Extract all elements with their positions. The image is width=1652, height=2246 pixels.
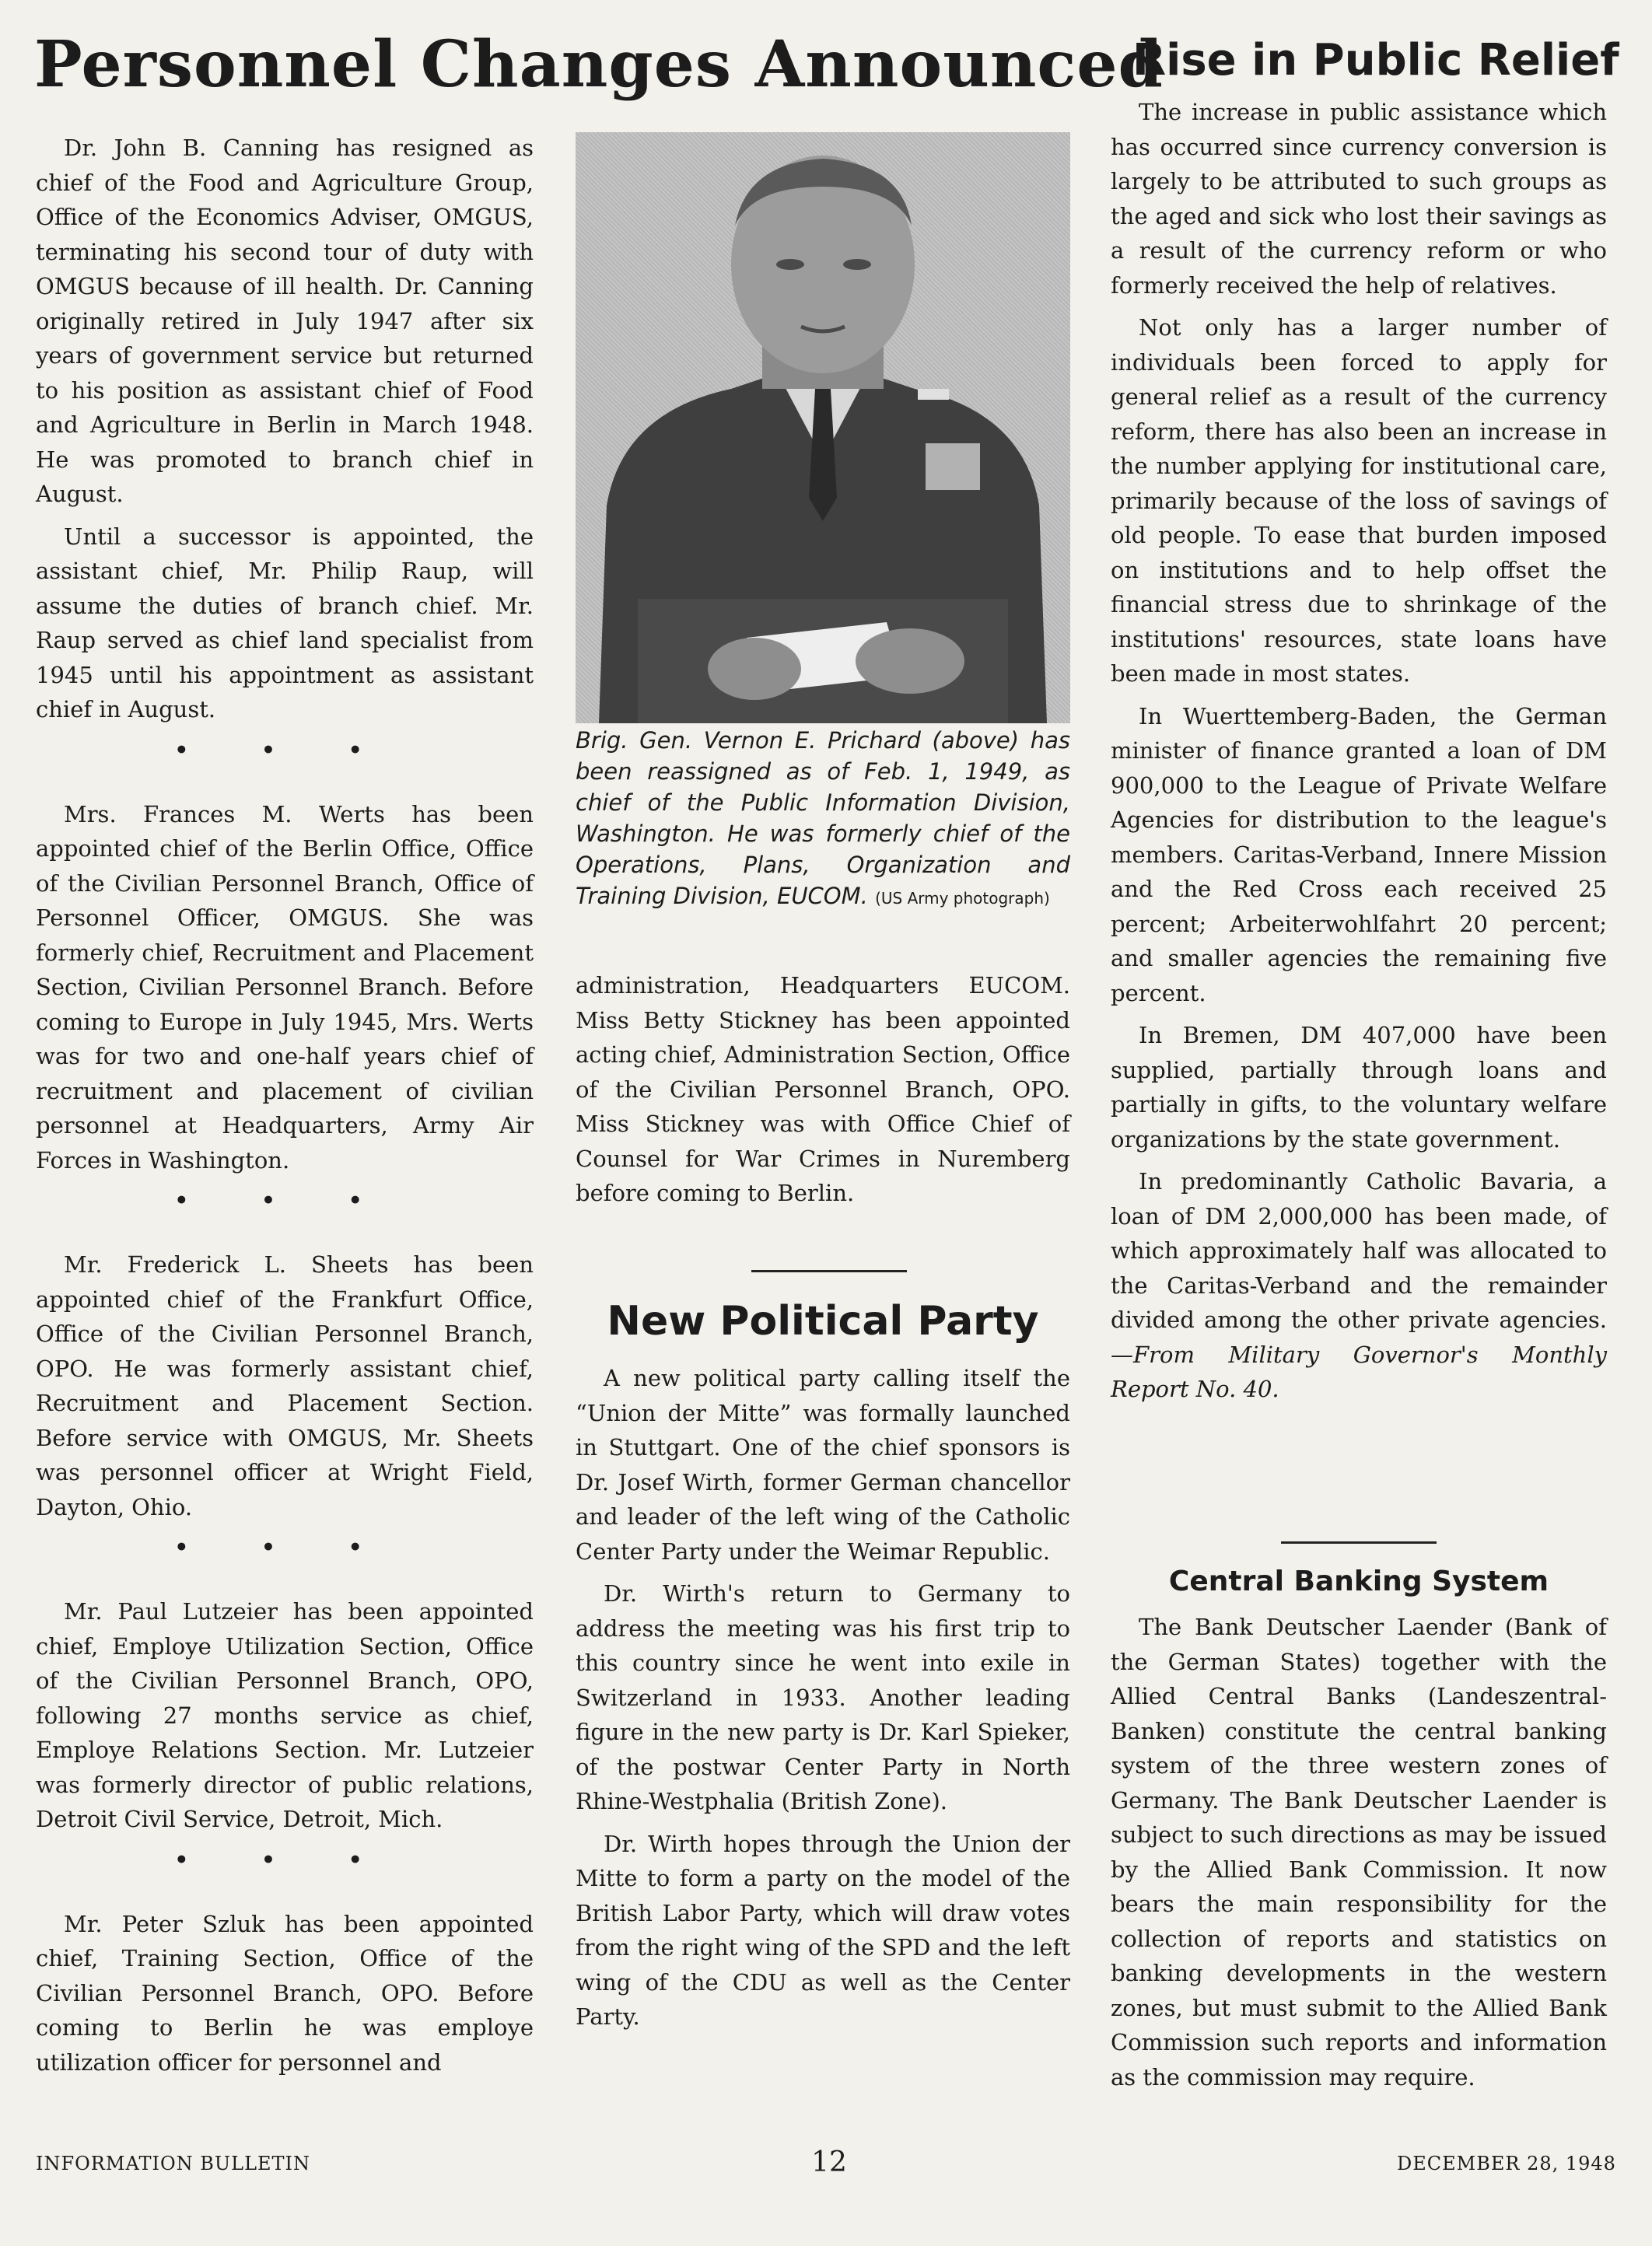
personnel-continuation (576, 968, 1070, 1219)
photo-credit: (US Army photograph) (875, 889, 1050, 908)
political-party-column (576, 1361, 1070, 2042)
section-separator: • • • (174, 1188, 395, 1213)
paragraph-wirth-hopes: Dr. Wirth hopes through the Union der Mitte to form a party on the model of the British Labor Party, which will draw votes from the right wing of the SPD and the left wing of the CDU as well as the Center Party. (576, 1830, 1070, 2030)
bavaria-text: In predominantly Catholic Bavaria, a loan of DM 2,000,000 has been made, of which approximately half was allocated to the Caritas-Verband and the remainder divided among the other private agencies. (1111, 1168, 1607, 1333)
paragraph-wuerttemberg: In Wuerttemberg-Baden, the German minister of finance granted a loan of DM 900,000 to the League of Private Welfare Agencies for distribution to the league's members. Caritas-Verband, Innere Mission and the Red Cross each received 25 percent; Arbeiterwohlfahrt 20 percent; and smaller agencies the remaining five percent. (1111, 702, 1607, 1006)
section-separator: • • • (174, 736, 395, 763)
headline-public-relief: Rise in Public Relief (1132, 35, 1619, 86)
headline-personnel-changes: Personnel Changes Announced (34, 27, 1164, 102)
portrait-illustration (576, 132, 1070, 723)
footer-date: DECEMBER 28, 1948 (1397, 2153, 1616, 2174)
section-separator: • • • (174, 1534, 395, 1560)
paragraph-canning: Dr. John B. Canning has resigned as chief of the Food and Agriculture Group, Office of the Economics Adviser, OMGUS, terminating his second tour of duty with OMGUS because of ill health. Dr. Canning originally retired in July 1947 after six years of government service but returned to his position as assistant chief of Food and Agriculture in Berlin in March 1948. He was promoted to branch chief in August. (36, 135, 534, 507)
footer-publication: INFORMATION BULLETIN (36, 2153, 311, 2174)
photo-caption (576, 725, 1070, 914)
paragraph-wirth-return: Dr. Wirth's return to Germany to address the meeting was his first trip to this country since he went into exile in Switzerland in 1933. Another leading figure in the new party is Dr. Karl Spieker, of the postwar Center Party in North Rhine-Westphalia (British Zone). (576, 1580, 1070, 1814)
page-number: 12 (811, 2146, 847, 2178)
banking-column (1111, 1610, 1607, 2102)
paragraph-szluk: Mr. Peter Szluk has been appointed chief, Training Section, Office of the Civilian Personnel Branch, OPO. Before coming to Berlin he was employe utilization officer for personnel and (36, 1910, 534, 2076)
paragraph-raup: Until a successor is appointed, the assistant chief, Mr. Philip Raup, will assume the duties of branch chief. Mr. Raup served as chief land specialist from 1945 until his appointment as assistant chief in August. (36, 523, 534, 722)
report-source: —From Military Governor's Monthly Report No. 40. (1111, 1341, 1607, 1402)
divider-rule (1281, 1541, 1437, 1544)
public-relief-column (1111, 95, 1607, 1415)
paragraph-bavaria (1111, 1164, 1607, 1407)
headline-new-political-party: New Political Party (607, 1298, 1039, 1345)
paragraph-bank-deutscher-laender: The Bank Deutscher Laender (Bank of the German States) together with the Allied Central Banks (Landeszentral-Banken) constitute the central banking system of the three western zones of Germany. The Bank Deutscher Laender is subject to such directions as may be issued by the Allied Bank Commission. It now bears the main responsibility for the collection of reports and statistics on banking developments in the western zones, but must submit to the Allied Bank Commission such reports and information as the commission may require. (1111, 1614, 1607, 2090)
paragraph-institutional-care: Not only has a larger number of individuals been forced to apply for general relief as a result of the currency reform, there has also been an increase in the number applying for institutional care, primarily because of the loss of savings of old people. To ease that burden imposed on institutions and to help offset the financial stress due to shrinkage of the institutions' resources, state loans have been made in most states. (1111, 314, 1607, 687)
section-separator: • • • (174, 1846, 395, 1873)
paragraph-lutzeier: Mr. Paul Lutzeier has been appointed chief, Employe Utilization Section, Office of the Civilian Personnel Branch, OPO, following 27 months service as chief, Employe Relations Section. Mr. Lutzeier was formerly director of public relations, Detroit Civil Service, Detroit, Mich. (36, 1598, 534, 1832)
paragraph-werts: Mrs. Frances M. Werts has been appointed chief of the Berlin Office, Office of the Civilian Personnel Branch, Office of Personnel Officer, OMGUS. She was formerly chief, Recruitment and Placement Section, Civilian Personnel Branch. Before coming to Europe in July 1945, Mrs. Werts was for two and one-half years chief of recruitment and placement of civilian personnel at Headquarters, Army Air Forces in Washington. (36, 800, 534, 1174)
paragraph-union-der-mitte: A new political party calling itself the “Union der Mitte” was formally launched in Stuttgart. One of the chief sponsors is Dr. Josef Wirth, former German chancellor and leader of the left wing of the Catholic Center Party under the Weimar Republic. (576, 1365, 1070, 1565)
paragraph-bremen: In Bremen, DM 407,000 have been supplied, partially through loans and partially in gifts, to the voluntary welfare organizations by the state government. (1111, 1022, 1607, 1153)
portrait-photo (576, 132, 1070, 723)
headline-central-banking: Central Banking System (1168, 1566, 1549, 1597)
caption-text: Brig. Gen. Vernon E. Prichard (above) has been reassigned as of Feb. 1, 1949, as chief of the Public Information Division, Washington. He was formerly chief of the Operations, Plans, Organization and Training Division, EUCOM. (576, 727, 1070, 909)
paragraph-stickney: administration, Headquarters EUCOM. Miss Betty Stickney has been appointed acting chief, Administration Section, Office of the Civilian Personnel Branch, OPO. Miss Stickney was with Office Chief of Counsel for War Crimes in Nuremberg before coming to Berlin. (576, 972, 1070, 1206)
personnel-column (36, 131, 534, 2087)
paragraph-sheets: Mr. Frederick L. Sheets has been appointed chief of the Frankfurt Office, Office of the Civilian Personnel Branch, OPO. He was formerly assistant chief, Recruitment and Placement Section. Before service with OMGUS, Mr. Sheets was personnel officer at Wright Field, Dayton, Ohio. (36, 1251, 534, 1520)
divider-rule (751, 1270, 907, 1272)
paragraph-relief-increase: The increase in public assistance which has occurred since currency conversion is largely to be attributed to such groups as the aged and sick who lost their savings as a result of the currency reform or who formerly received the help of relatives. (1111, 99, 1607, 299)
